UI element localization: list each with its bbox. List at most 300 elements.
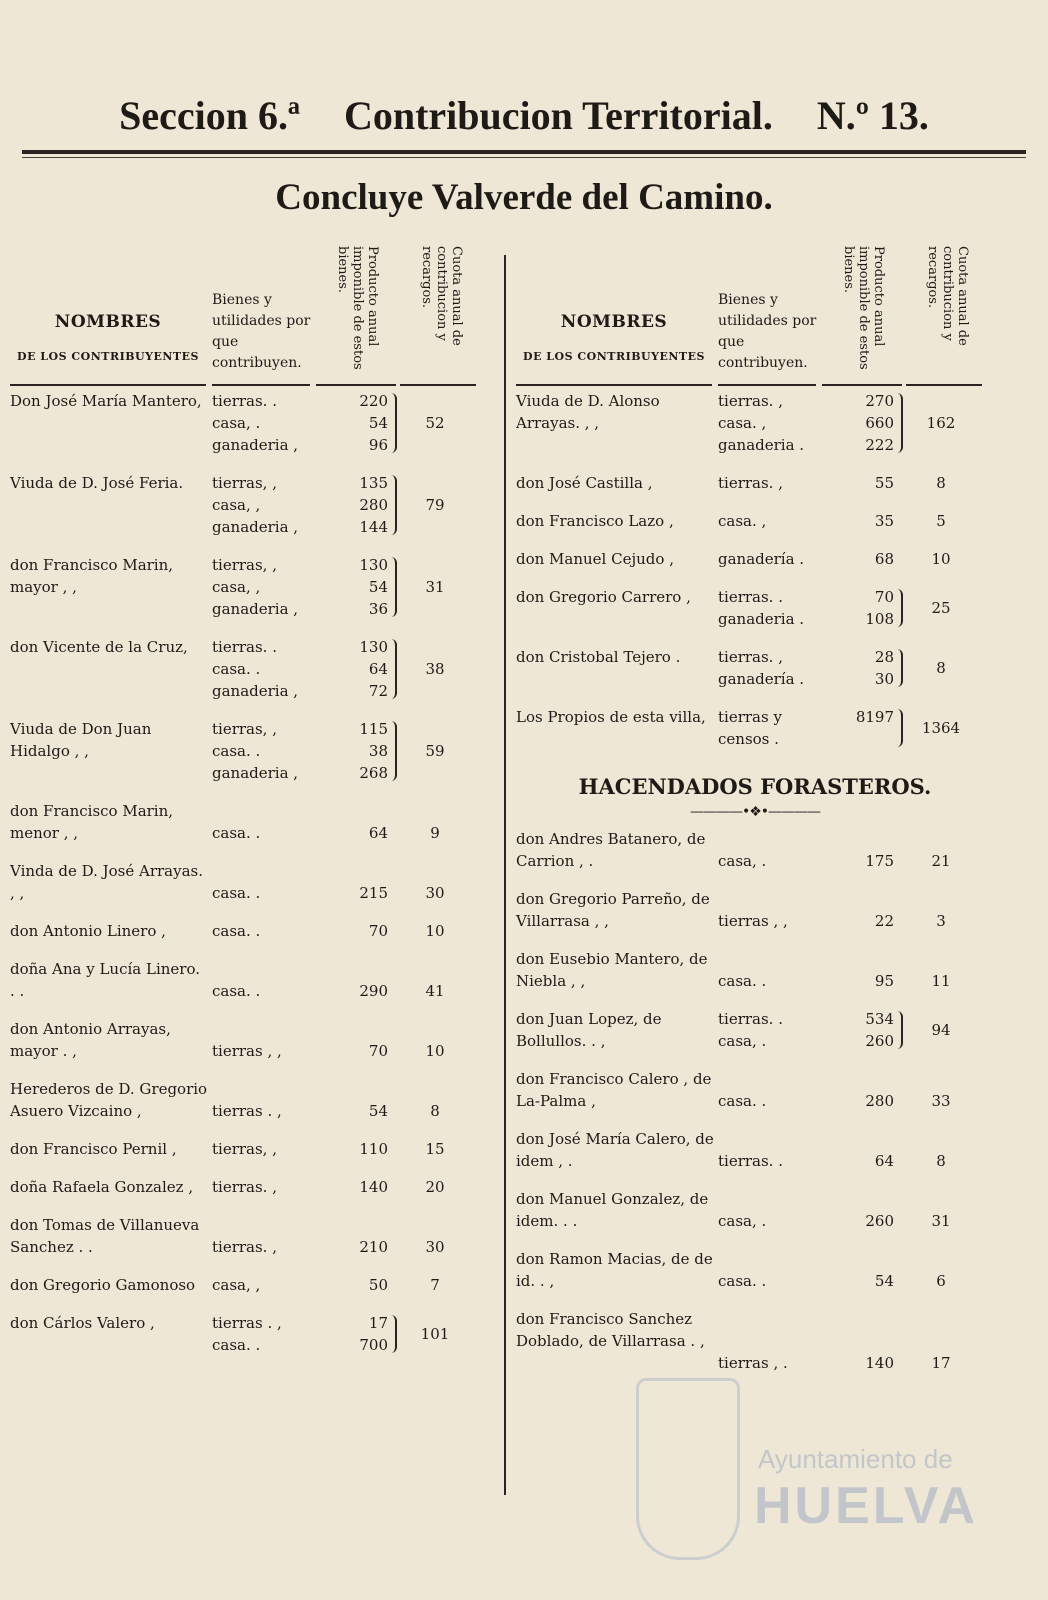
entry-row <box>10 1018 488 1078</box>
goods-cell <box>212 822 324 844</box>
contributor-name: don Francisco Marin, menor , , <box>10 802 174 842</box>
product-cell <box>326 980 388 1002</box>
product-value: 96 <box>368 436 388 454</box>
goods-cell <box>212 1176 324 1198</box>
goods-item: ganaderia , <box>212 436 299 454</box>
watermark-line2: HUELVA <box>754 1477 979 1535</box>
header-rule <box>22 150 1026 154</box>
section-label: Seccion 6.ª <box>119 93 300 138</box>
product-cell <box>326 882 388 904</box>
brace <box>896 709 903 747</box>
goods-item: tierras. , <box>718 648 783 666</box>
product-cell <box>832 1008 894 1052</box>
goods-item: tierras. , <box>718 474 783 492</box>
product-value: 72 <box>368 682 388 700</box>
goods-cell <box>212 718 324 784</box>
contributor-name: don Gregorio Carrero , <box>516 588 691 606</box>
product-value: 534 <box>865 1010 894 1028</box>
goods-item: tierras. , <box>718 392 783 410</box>
contributor-name: don Eusebio Mantero, de Niebla , , <box>516 950 708 990</box>
goods-cell <box>212 1274 324 1296</box>
goods-cell <box>718 586 830 630</box>
product-cell <box>326 920 388 942</box>
goods-item: ganaderia , <box>212 518 299 536</box>
quota-value: 1364 <box>921 719 961 737</box>
column-separator <box>504 255 506 1495</box>
right-column <box>516 240 994 1390</box>
entry-row <box>516 706 994 766</box>
contributor-name: don José Castilla , <box>516 474 653 492</box>
goods-item: tierras , , <box>718 912 788 930</box>
entry-row <box>516 1128 994 1188</box>
header-underline <box>400 384 476 386</box>
goods-cell <box>718 1090 830 1112</box>
header-underline <box>212 384 310 386</box>
brace <box>390 393 397 453</box>
header-underline <box>316 384 396 386</box>
contributor-name: don Francisco Pernil , <box>10 1140 177 1158</box>
product-cell <box>832 472 894 494</box>
header-underline <box>906 384 982 386</box>
entry-row <box>516 646 994 706</box>
contributor-name: Vinda de D. José Arrayas. , , <box>10 862 204 902</box>
goods-cell <box>212 390 324 456</box>
product-value: 54 <box>368 578 388 596</box>
right-entries <box>516 390 994 766</box>
entry-row <box>516 828 994 888</box>
goods-item: casa, , <box>212 578 261 596</box>
quota-value: 38 <box>425 660 445 678</box>
goods-cell <box>718 548 830 570</box>
goods-cell <box>212 882 324 904</box>
goods-item: ganadería . <box>718 670 805 688</box>
quota-value: 8 <box>936 474 946 492</box>
forasteros-entries <box>516 828 994 1390</box>
entry-row <box>10 800 488 860</box>
product-cell <box>326 1312 388 1356</box>
quota-value: 101 <box>420 1325 450 1343</box>
product-cell <box>832 1090 894 1112</box>
product-cell <box>326 1176 388 1198</box>
product-value: 70 <box>368 922 388 940</box>
quota-value: 8 <box>936 659 946 677</box>
goods-cell <box>718 970 830 992</box>
product-value: 135 <box>359 474 388 492</box>
product-value: 260 <box>865 1032 894 1050</box>
quota-value: 21 <box>931 852 951 870</box>
goods-item: casa. . <box>212 982 261 1000</box>
product-value: 270 <box>865 392 894 410</box>
contributor-name: don Cristobal Tejero . <box>516 648 681 666</box>
product-cell <box>832 1210 894 1232</box>
contributor-name: don José María Calero, de idem , . <box>516 1130 714 1170</box>
contributor-name: don Francisco Lazo , <box>516 512 674 530</box>
product-value: 268 <box>359 764 388 782</box>
quota-value: 10 <box>425 922 445 940</box>
product-cell <box>326 390 388 456</box>
entry-row <box>10 1274 488 1312</box>
goods-item: casa. . <box>718 1092 767 1110</box>
contributor-name: don Ramon Macias, de de id. . , <box>516 1250 713 1290</box>
product-value: 108 <box>865 610 894 628</box>
quota-value: 52 <box>425 414 445 432</box>
goods-item: tierras. . <box>718 588 783 606</box>
contributor-name: don Gregorio Parreño, de Villarrasa , , <box>516 890 710 930</box>
product-cell <box>326 1138 388 1160</box>
product-value: 215 <box>359 884 388 902</box>
product-cell <box>326 1236 388 1258</box>
product-cell <box>326 472 388 538</box>
product-value: 38 <box>368 742 388 760</box>
goods-header: Bienes y utilidades por que contribuyen. <box>718 292 817 371</box>
quota-value: 30 <box>425 884 445 902</box>
names-header-sub: DE LOS CONTRIBUYENTES <box>523 350 705 363</box>
quota-value: 25 <box>931 599 951 617</box>
entry-row <box>10 1312 488 1372</box>
goods-item: censos . <box>718 730 779 748</box>
goods-item: casa. . <box>718 972 767 990</box>
product-cell <box>326 554 388 620</box>
goods-item: tierras, , <box>212 720 277 738</box>
entry-row <box>10 958 488 1018</box>
contributor-name: don Vicente de la Cruz, <box>10 638 188 656</box>
goods-cell <box>212 920 324 942</box>
product-cell <box>832 646 894 690</box>
product-cell <box>832 390 894 456</box>
watermark-line1: Ayuntamiento de <box>758 1444 953 1474</box>
contributor-name: don Antonio Arrayas, mayor . , <box>10 1020 171 1060</box>
product-value: 110 <box>359 1140 388 1158</box>
contributor-name: don Antonio Linero , <box>10 922 166 940</box>
product-value: 140 <box>359 1178 388 1196</box>
contributor-name: don Gregorio Gamonoso <box>10 1276 196 1294</box>
brace <box>896 649 903 687</box>
product-value: 17 <box>368 1314 388 1332</box>
contributor-name: Don José María Mantero, <box>10 392 202 410</box>
goods-item: tierras, , <box>212 1140 277 1158</box>
left-column <box>10 240 488 1372</box>
product-value: 50 <box>368 1276 388 1294</box>
product-cell <box>326 822 388 844</box>
product-cell <box>326 718 388 784</box>
product-value: 70 <box>874 588 894 606</box>
quota-value: 31 <box>425 578 445 596</box>
brace <box>390 639 397 699</box>
entry-row <box>516 948 994 1008</box>
product-value: 175 <box>865 852 894 870</box>
quota-value: 41 <box>425 982 445 1000</box>
product-value: 222 <box>865 436 894 454</box>
names-header-sub: DE LOS CONTRIBUYENTES <box>17 350 199 363</box>
goods-item: tierras . , <box>212 1314 282 1332</box>
product-value: 22 <box>874 912 894 930</box>
entry-row <box>516 888 994 948</box>
header-underline <box>822 384 902 386</box>
product-value: 68 <box>874 550 894 568</box>
product-value: 290 <box>359 982 388 1000</box>
quota-value: 15 <box>425 1140 445 1158</box>
goods-cell <box>718 1210 830 1232</box>
product-cell <box>832 1270 894 1292</box>
entry-row <box>516 472 994 510</box>
quota-header: Cuota anual de contribucion y recargos. <box>925 246 970 346</box>
header-underline <box>516 384 712 386</box>
entry-row <box>516 1008 994 1068</box>
entry-row <box>10 554 488 636</box>
goods-cell <box>212 1312 324 1356</box>
entry-row <box>516 586 994 646</box>
quota-value: 162 <box>926 414 956 432</box>
goods-item: casa, , <box>212 1276 261 1294</box>
quota-value: 11 <box>931 972 951 990</box>
product-value: 700 <box>359 1336 388 1354</box>
product-value: 36 <box>368 600 388 618</box>
goods-item: tierras , , <box>212 1042 282 1060</box>
product-cell <box>326 1274 388 1296</box>
entry-row <box>516 510 994 548</box>
product-value: 220 <box>359 392 388 410</box>
column-header <box>516 240 994 390</box>
goods-item: casa, . <box>212 414 261 432</box>
product-value: 54 <box>874 1272 894 1290</box>
goods-cell <box>718 1008 830 1052</box>
entry-row <box>516 390 994 472</box>
brace <box>390 1315 397 1353</box>
quota-value: 7 <box>430 1276 440 1294</box>
quota-value: 8 <box>430 1102 440 1120</box>
header-rule-thin <box>22 157 1026 158</box>
product-cell <box>832 548 894 570</box>
product-value: 260 <box>865 1212 894 1230</box>
column-header <box>10 240 488 390</box>
contributor-name: Viuda de D. José Feria. <box>10 474 184 492</box>
product-value: 54 <box>368 414 388 432</box>
contributor-name: don Manuel Gonzalez, de idem. . . <box>516 1190 709 1230</box>
header-underline <box>718 384 816 386</box>
left-entries <box>10 390 488 1372</box>
page-header <box>24 92 1024 144</box>
names-header-title: NOMBRES <box>54 312 162 332</box>
product-value: 660 <box>865 414 894 432</box>
product-value: 140 <box>865 1354 894 1372</box>
contributor-name: don Juan Lopez, de Bollullos. . , <box>516 1010 662 1050</box>
quota-value: 31 <box>931 1212 951 1230</box>
goods-item: casa. . <box>212 884 261 902</box>
goods-cell <box>718 472 830 494</box>
brace <box>896 1011 903 1049</box>
quota-value: 79 <box>425 496 445 514</box>
coat-of-arms-icon <box>636 1378 740 1560</box>
product-value: 210 <box>359 1238 388 1256</box>
quota-value: 9 <box>430 824 440 842</box>
quota-value: 30 <box>425 1238 445 1256</box>
contributor-name: don Francisco Marin, mayor , , <box>10 556 174 596</box>
goods-item: tierras y <box>718 708 782 726</box>
goods-cell <box>212 472 324 538</box>
goods-cell <box>212 1040 324 1062</box>
product-value: 130 <box>359 638 388 656</box>
goods-item: tierras, , <box>212 556 277 574</box>
ornament-divider: ————•❖•———— <box>689 804 821 820</box>
quota-value: 17 <box>931 1354 951 1372</box>
goods-item: tierras. . <box>718 1010 783 1028</box>
goods-item: tierras . , <box>212 1102 282 1120</box>
product-value: 64 <box>368 660 388 678</box>
goods-item: tierras , . <box>718 1354 788 1372</box>
goods-header: Bienes y utilidades por que contribuyen. <box>212 292 311 371</box>
goods-item: ganaderia , <box>212 682 299 700</box>
product-cell <box>326 1100 388 1122</box>
header-title: Contribucion Territorial. <box>343 93 773 138</box>
quota-value: 33 <box>931 1092 951 1110</box>
contributor-name: don Francisco Sanchez Doblado, de Villarrasa . , <box>516 1310 705 1350</box>
goods-item: casa, . <box>718 852 767 870</box>
names-header <box>10 312 206 363</box>
product-header: Producto anual imponible de estos bienes. <box>841 246 886 370</box>
page-subtitle: Concluye Valverde del Camino. <box>275 177 773 218</box>
goods-item: tierras. . <box>718 1152 783 1170</box>
contributor-name: Viuda de D. Alonso Arrayas. , , <box>516 392 660 432</box>
entry-row <box>10 1176 488 1214</box>
names-header <box>516 312 712 363</box>
product-value: 280 <box>865 1092 894 1110</box>
product-value: 115 <box>359 720 388 738</box>
goods-item: casa. , <box>718 414 767 432</box>
product-value: 54 <box>368 1102 388 1120</box>
entry-row <box>10 472 488 554</box>
goods-item: casa. . <box>718 1272 767 1290</box>
goods-cell <box>718 706 830 750</box>
contributor-name: doña Ana y Lucía Linero. . . <box>10 960 200 1000</box>
product-value: 55 <box>874 474 894 492</box>
quota-value: 59 <box>425 742 445 760</box>
archive-watermark <box>636 1370 979 1560</box>
quota-header: Cuota anual de contribucion y recargos. <box>419 246 464 346</box>
page-number: N.º 13. <box>816 93 929 138</box>
product-cell <box>326 1040 388 1062</box>
quota-value: 20 <box>425 1178 445 1196</box>
product-value: 30 <box>874 670 894 688</box>
quota-value: 10 <box>931 550 951 568</box>
entry-row <box>10 718 488 800</box>
contributor-name: Herederos de D. Gregorio Asuero Vizcaino , <box>10 1080 208 1120</box>
entry-row <box>516 548 994 586</box>
contributor-name: don Andres Batanero, de Carrion , . <box>516 830 706 870</box>
brace <box>390 721 397 781</box>
goods-cell <box>718 510 830 532</box>
goods-cell <box>718 646 830 690</box>
product-cell <box>832 910 894 932</box>
product-value: 130 <box>359 556 388 574</box>
product-header: Producto anual imponible de estos bienes. <box>335 246 380 370</box>
goods-item: ganaderia . <box>718 610 805 628</box>
goods-item: casa. . <box>212 922 261 940</box>
contributor-name: doña Rafaela Gonzalez , <box>10 1178 194 1196</box>
product-value: 280 <box>359 496 388 514</box>
goods-cell <box>718 910 830 932</box>
product-cell <box>832 1150 894 1172</box>
goods-item: casa, . <box>718 1212 767 1230</box>
goods-item: tierras. , <box>212 1238 277 1256</box>
goods-cell <box>212 1138 324 1160</box>
entry-row <box>516 1188 994 1248</box>
goods-cell <box>212 980 324 1002</box>
quota-value: 94 <box>931 1021 951 1039</box>
goods-item: casa. . <box>212 824 261 842</box>
entry-row <box>10 1078 488 1138</box>
brace <box>896 589 903 627</box>
goods-cell <box>718 1270 830 1292</box>
goods-item: casa, . <box>718 1032 767 1050</box>
product-value: 64 <box>874 1152 894 1170</box>
header-underline <box>10 384 206 386</box>
forasteros-title: HACENDADOS FORASTEROS. <box>578 774 932 799</box>
entry-row <box>516 1068 994 1128</box>
contributor-name: don Tomas de Villanueva Sanchez . . <box>10 1216 200 1256</box>
entry-row <box>10 1214 488 1274</box>
product-value: 35 <box>874 512 894 530</box>
goods-cell <box>718 390 830 456</box>
goods-cell <box>212 1236 324 1258</box>
goods-item: tierras. . <box>212 638 277 656</box>
entry-row <box>10 390 488 472</box>
goods-item: tierras. . <box>212 392 277 410</box>
goods-item: tierras, , <box>212 474 277 492</box>
product-cell <box>832 510 894 532</box>
contributor-name: don Francisco Calero , de La-Palma , <box>516 1070 712 1110</box>
entry-row <box>10 636 488 718</box>
entry-row <box>10 860 488 920</box>
product-value: 144 <box>359 518 388 536</box>
contributor-name: don Cárlos Valero , <box>10 1314 155 1332</box>
goods-cell <box>212 636 324 702</box>
product-value: 70 <box>368 1042 388 1060</box>
goods-item: ganaderia , <box>212 764 299 782</box>
entry-row <box>10 920 488 958</box>
contributor-name: Viuda de Don Juan Hidalgo , , <box>10 720 152 760</box>
brace <box>390 475 397 535</box>
goods-item: ganadería . <box>718 550 805 568</box>
quota-value: 3 <box>936 912 946 930</box>
product-value: 95 <box>874 972 894 990</box>
quota-value: 10 <box>425 1042 445 1060</box>
names-header-title: NOMBRES <box>560 312 668 332</box>
quota-value: 6 <box>936 1272 946 1290</box>
quota-value: 5 <box>936 512 946 530</box>
goods-cell <box>212 554 324 620</box>
goods-item: casa. . <box>212 660 261 678</box>
goods-cell <box>718 1150 830 1172</box>
goods-item: casa, , <box>212 496 261 514</box>
product-value: 8197 <box>855 708 894 726</box>
entry-row <box>10 1138 488 1176</box>
product-cell <box>832 586 894 630</box>
product-cell <box>832 970 894 992</box>
contributor-name: don Manuel Cejudo , <box>516 550 674 568</box>
goods-cell <box>718 850 830 872</box>
contributor-name: Los Propios de esta villa, <box>516 708 706 726</box>
product-cell <box>832 850 894 872</box>
product-value: 28 <box>874 648 894 666</box>
goods-item: casa. . <box>212 742 261 760</box>
product-cell <box>832 706 894 728</box>
product-value: 64 <box>368 824 388 842</box>
goods-cell <box>212 1100 324 1122</box>
brace <box>896 393 903 453</box>
brace <box>390 557 397 617</box>
entry-row <box>516 1248 994 1308</box>
goods-item: casa. , <box>718 512 767 530</box>
